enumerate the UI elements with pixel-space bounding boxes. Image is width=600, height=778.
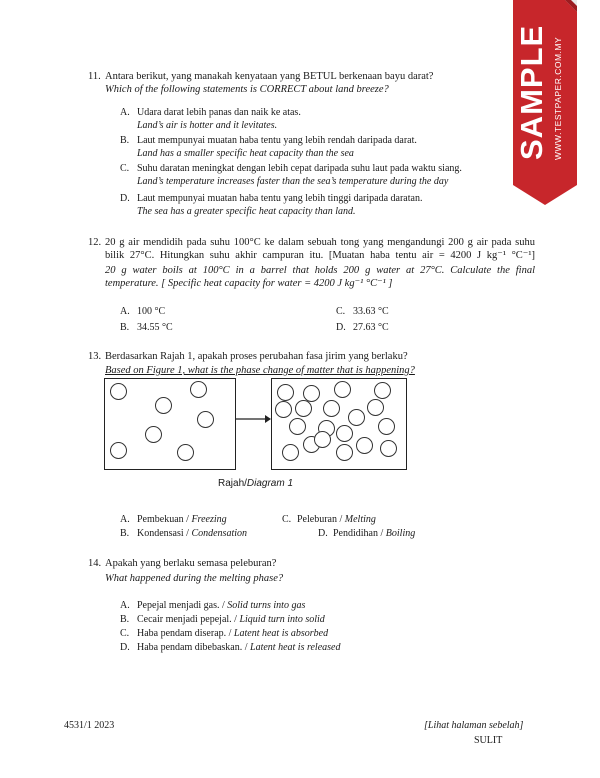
diagram-arrow [236, 413, 272, 425]
q14-option-c [137, 628, 328, 641]
particle [197, 411, 214, 428]
particle [334, 381, 351, 398]
q12-option-b-text: 34.55 °C [137, 322, 173, 333]
q11-option-b-en: Land has a smaller specific heat capacity than the sea [137, 148, 354, 159]
q14-option-d-en: Latent heat is released [250, 642, 341, 653]
q14-option-d-letter: D. [120, 642, 130, 653]
q11-option-b-ms: Laut mempunyai muatan haba tentu yang lebih rendah daripada darat. [137, 135, 417, 146]
q14-option-b-ms: Cecair menjadi pepejal. / [137, 614, 240, 625]
q14-option-a-ms: Pepejal menjadi gas. / [137, 600, 228, 611]
q14-option-c-ms: Haba pendam diserap. / [137, 628, 234, 639]
q11-option-a-ms: Udara darat lebih panas dan naik ke atas. [137, 107, 301, 118]
particle [295, 400, 312, 417]
particle [356, 437, 373, 454]
particle [336, 444, 353, 461]
q13-option-d [333, 528, 415, 541]
q11-option-c-ms: Suhu daratan meningkat dengan lebih cepat daripada suhu laut pada waktu siang. [137, 163, 462, 174]
q11-text-en: Which of the following statements is CORRECT about land breeze? [105, 84, 389, 95]
q11-option-c-en: Land’s temperature increases faster than the sea’s temperature during the day [137, 176, 449, 187]
q11-option-d-ms: Laut mempunyai muatan haba tentu yang lebih tinggi daripada daratan. [137, 193, 423, 204]
particle [190, 381, 207, 398]
particle [110, 383, 127, 400]
q14-option-a-letter: A. [120, 600, 130, 611]
particle [177, 444, 194, 461]
q14-option-a [137, 600, 305, 613]
footer-next-page: [Lihat halaman sebelah] [424, 720, 524, 731]
q13-option-c-ms: Peleburan / [297, 514, 345, 525]
particle [155, 397, 172, 414]
q11-option-c-letter: C. [120, 163, 130, 174]
q14-option-c-en: Latent heat is absorbed [233, 628, 329, 639]
q12-option-d-text: 27.63 °C [353, 322, 389, 333]
particle [145, 426, 162, 443]
q11-option-a-en: Land’s air is hotter and it levitates. [137, 120, 278, 131]
q13-number: 13. [88, 351, 102, 362]
q14-text-en: What happened during the melting phase? [105, 573, 284, 584]
diagram-caption-ms: Rajah/ [218, 478, 247, 489]
q13-option-d-ms: Pendidihan / [333, 528, 386, 539]
q12-number: 12. [88, 237, 102, 248]
footer-sulit: SULIT [474, 735, 503, 746]
q13-text-en: Based on Figure 1, what is the phase change of matter that is happening? [105, 365, 415, 376]
q13-option-a-ms: Pembekuan / [137, 514, 192, 525]
q13-option-d-letter: D. [318, 528, 328, 539]
q14-option-c-letter: C. [120, 628, 130, 639]
ribbon-main-text: SAMPLE [514, 24, 549, 160]
ribbon-site-text: WWW.TESTPAPER.COM.MY [553, 36, 563, 160]
diagram-caption [218, 478, 293, 489]
q12-option-c-letter: C. [336, 306, 346, 317]
q13-option-b-ms: Kondensasi / [137, 528, 192, 539]
particle [348, 409, 365, 426]
particle [282, 444, 299, 461]
diagram-caption-en: Diagram 1 [246, 478, 294, 489]
q12-option-a-text: 100 °C [137, 306, 166, 317]
q13-option-c-letter: C. [282, 514, 292, 525]
particle [367, 399, 384, 416]
q14-text-ms: Apakah yang berlaku semasa peleburan? [105, 558, 277, 569]
q13-option-d-en: Boiling [385, 528, 416, 539]
q11-number: 11. [88, 71, 101, 82]
particle [323, 400, 340, 417]
q14-option-d-ms: Haba pendam dibebaskan. / [137, 642, 251, 653]
q13-option-a-letter: A. [120, 514, 130, 525]
q13-option-b-en: Condensation [191, 528, 248, 539]
q12-text-en-1: 20 g water boils at 100°C in a barrel that holds 200 g water at 27°C. Calculate the final [105, 265, 535, 276]
q12-option-b-letter: B. [120, 322, 130, 333]
particle [380, 440, 397, 457]
q13-option-a [137, 514, 227, 527]
q14-option-b-en: Liquid turn into solid [239, 614, 325, 625]
q12-option-d-letter: D. [336, 322, 346, 333]
q12-option-c-text: 33.63 °C [353, 306, 389, 317]
q11-option-d-letter: D. [120, 193, 130, 204]
q12-text-ms-2: bilik 27°C. Hitungkan suhu akhir campuran itu. [Muatan haba tentu air = 4200 J kg⁻¹ °C⁻¹] [105, 250, 535, 261]
q14-option-b [137, 614, 325, 627]
particle [289, 418, 306, 435]
q12-option-a-letter: A. [120, 306, 130, 317]
q11-option-b-letter: B. [120, 135, 130, 146]
particle [378, 418, 395, 435]
q12-text-ms-1: 20 g air mendidih pada suhu 100°C ke dalam sebuah tong yang mengandungi 200 g air pada suhu [105, 237, 535, 248]
particle [314, 431, 331, 448]
q12-text-en-2: temperature. [ Specific heat capacity for water = 4200 J kg⁻¹ °C⁻¹ ] [105, 278, 393, 289]
q14-option-d [137, 642, 340, 655]
q13-option-a-en: Freezing [191, 514, 227, 525]
q13-text-ms: Berdasarkan Rajah 1, apakah proses perubahan fasa jirim yang berlaku? [105, 351, 408, 362]
q11-option-a-letter: A. [120, 107, 130, 118]
particle [336, 425, 353, 442]
q14-option-b-letter: B. [120, 614, 130, 625]
q13-option-c [297, 514, 376, 527]
q11-option-d-en: The sea has a greater specific heat capacity than land. [137, 206, 356, 217]
footer-paper-code: 4531/1 2023 [64, 720, 115, 731]
particle [110, 442, 127, 459]
q13-option-c-en: Melting [344, 514, 376, 525]
q14-option-a-en: Solid turns into gas [227, 600, 306, 611]
q11-text-ms: Antara berikut, yang manakah kenyataan yang BETUL berkenaan bayu darat? [105, 71, 434, 82]
q13-option-b-letter: B. [120, 528, 130, 539]
particle [374, 382, 391, 399]
particle [275, 401, 292, 418]
particle [277, 384, 294, 401]
q13-option-b [137, 528, 247, 541]
q14-number: 14. [88, 558, 102, 569]
